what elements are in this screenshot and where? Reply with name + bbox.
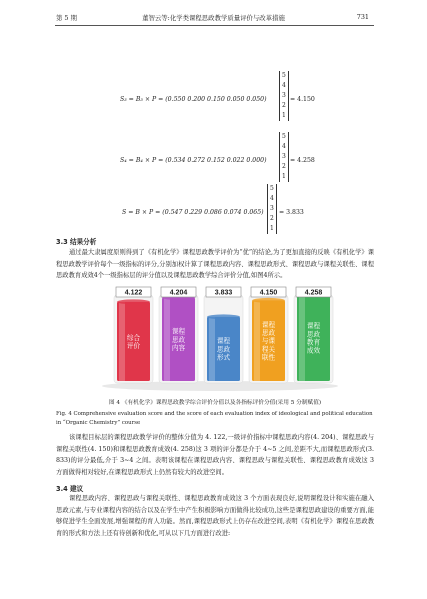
bar-category-label: 教育 — [306, 338, 321, 347]
equation-result: = 3.833 — [279, 209, 304, 216]
bar-category-label: 课程 — [261, 320, 276, 329]
vector-entry: 5 — [270, 185, 274, 192]
equation-s3 — [120, 96, 267, 103]
vector-entry: 3 — [282, 153, 286, 160]
figure-4-chart — [100, 277, 340, 392]
bar-highlight — [119, 302, 125, 381]
paragraph-text: 该课程目标层的课程思政教学评价的整体分值为 4. 122,一级评价指标中课程思政内容(4. 204)、课程思政与课程关联性(4. 150)和课程思政教育成效(4. 258)这 3 项的评分都是介于 4~5 之间,差距不大,而课程思政形式(3. 833)的评分最低,介于 3~4 之间。表明该课程在课程思政内容、课程思政与课程关联性、课程思政教育成效这 3 方面做得相对较好,在课程思政形式上仍然有较大的改进空间。 — [56, 434, 374, 477]
vector-entry: 2 — [270, 215, 274, 222]
bar-category-label: 课程 — [171, 327, 186, 336]
bar-highlight — [254, 300, 260, 381]
bar-category-label: 思政 — [216, 345, 231, 354]
data-label: 4.258 — [304, 289, 323, 297]
equation-lhs: S = B × P = (0.547 0.229 0.086 0.074 0.065) — [122, 209, 264, 216]
bar-category-label: 思政 — [261, 329, 276, 337]
data-label: 4.204 — [169, 289, 188, 297]
vector-entry: 4 — [282, 143, 286, 150]
bar-top — [207, 314, 240, 319]
results-paragraph — [56, 432, 374, 479]
bar-category-label: 综合 — [126, 333, 141, 342]
bar-highlight — [299, 295, 305, 381]
section-heading-3-4: 3.4 建议 — [56, 485, 84, 493]
bar-category-label: 思政 — [171, 335, 186, 344]
section-3-4-paragraph — [56, 493, 374, 540]
equation-result: = 4.150 — [290, 96, 315, 103]
vector-entry: 1 — [270, 225, 274, 232]
vector-entry: 1 — [282, 112, 286, 119]
equation-vector — [267, 184, 277, 234]
equation-result: = 4.258 — [290, 157, 315, 164]
vector-entry: 4 — [282, 82, 286, 89]
equation-lhs: S₃ = B₃ × P = (0.550 0.200 0.150 0.050 0.050) — [120, 96, 267, 103]
paragraph-text: 通过最大隶属度原则得到了《有机化学》课程思政教学评价为“优”的结论,为了更加直接的反映《有机化学》课程思政教学评价每个一级指标的评分,分别加权计算了课程思政内容、课程思政形式、课程思政与课程关联性、课程思政教育成效4个一级指标层的评分值以及课程思政教学综合评价分值,如图4所示。 — [56, 249, 374, 280]
vector-entry: 5 — [282, 133, 286, 140]
data-label: 4.150 — [259, 289, 278, 297]
paragraph-text: 课程思政内容、课程思政与课程关联性、课程思政教育成效这 3 个方面表现良好,说明课程设计和实施在融入思政元素,与专业课程内容的结合以及在学生中产生积极影响方面做得比较成功,这些是课程思政建设的重要方面,能够促进学生全面发展,增强课程的育人功能。然而,课程思政形式上仍存在改进空间,表明《有机化学》课程在思政教育的形式和方法上还有待创新和优化,可从以下几方面进行改进: — [56, 495, 374, 538]
bar-category-label: 程关 — [261, 345, 276, 354]
equation-vector — [279, 132, 289, 182]
equation-s — [122, 209, 264, 216]
bar-top — [117, 299, 150, 304]
bar-category-label: 课程 — [306, 322, 321, 331]
equation-vector — [279, 71, 289, 121]
vector-entry: 3 — [282, 92, 286, 99]
figure-caption-en: Fig. 4 Comprehensive evaluation score and the score of each evaluation index of ideological and political education in “Organic Chemistry” course — [56, 411, 373, 426]
bar-category-label: 思政 — [306, 330, 321, 339]
data-label: 4.122 — [124, 289, 143, 297]
bar-category-label: 内容 — [171, 343, 186, 352]
vector-entry: 2 — [282, 163, 286, 170]
vector-entry: 1 — [282, 173, 286, 180]
issue-number: 第 5 期 — [56, 14, 77, 22]
bar-highlight — [209, 317, 215, 381]
figure-caption-cn: 图 4 《有机化学》课程思政教学综合评价分值以及各指标评价分值(采用 5 分制赋值) — [108, 400, 322, 406]
data-label: 3.833 — [214, 289, 233, 297]
bar-highlight — [164, 298, 170, 381]
equation-lhs: S₄ = B₄ × P = (0.534 0.272 0.152 0.022 0.000) — [120, 157, 267, 164]
section-heading-3-3: 3.3 结果分析 — [56, 238, 97, 246]
running-title: 董智云等:化学类课程思政教学质量评价与改革措施 — [142, 14, 285, 22]
bar-category-label: 与课 — [261, 337, 276, 346]
bar-top — [252, 298, 285, 303]
bar-category-label: 课程 — [216, 337, 231, 346]
equation-s4 — [120, 157, 267, 164]
vector-entry: 2 — [282, 102, 286, 109]
vector-entry: 5 — [282, 72, 286, 79]
bar-category-label: 评价 — [126, 342, 141, 351]
header-rule — [55, 25, 374, 26]
vector-entry: 4 — [270, 195, 274, 202]
bar-category-label: 成效 — [306, 346, 321, 355]
vector-entry: 3 — [270, 205, 274, 212]
page-number: 731 — [356, 13, 369, 21]
bar-category-label: 联性 — [261, 353, 276, 362]
bar-category-label: 形式 — [216, 353, 231, 362]
